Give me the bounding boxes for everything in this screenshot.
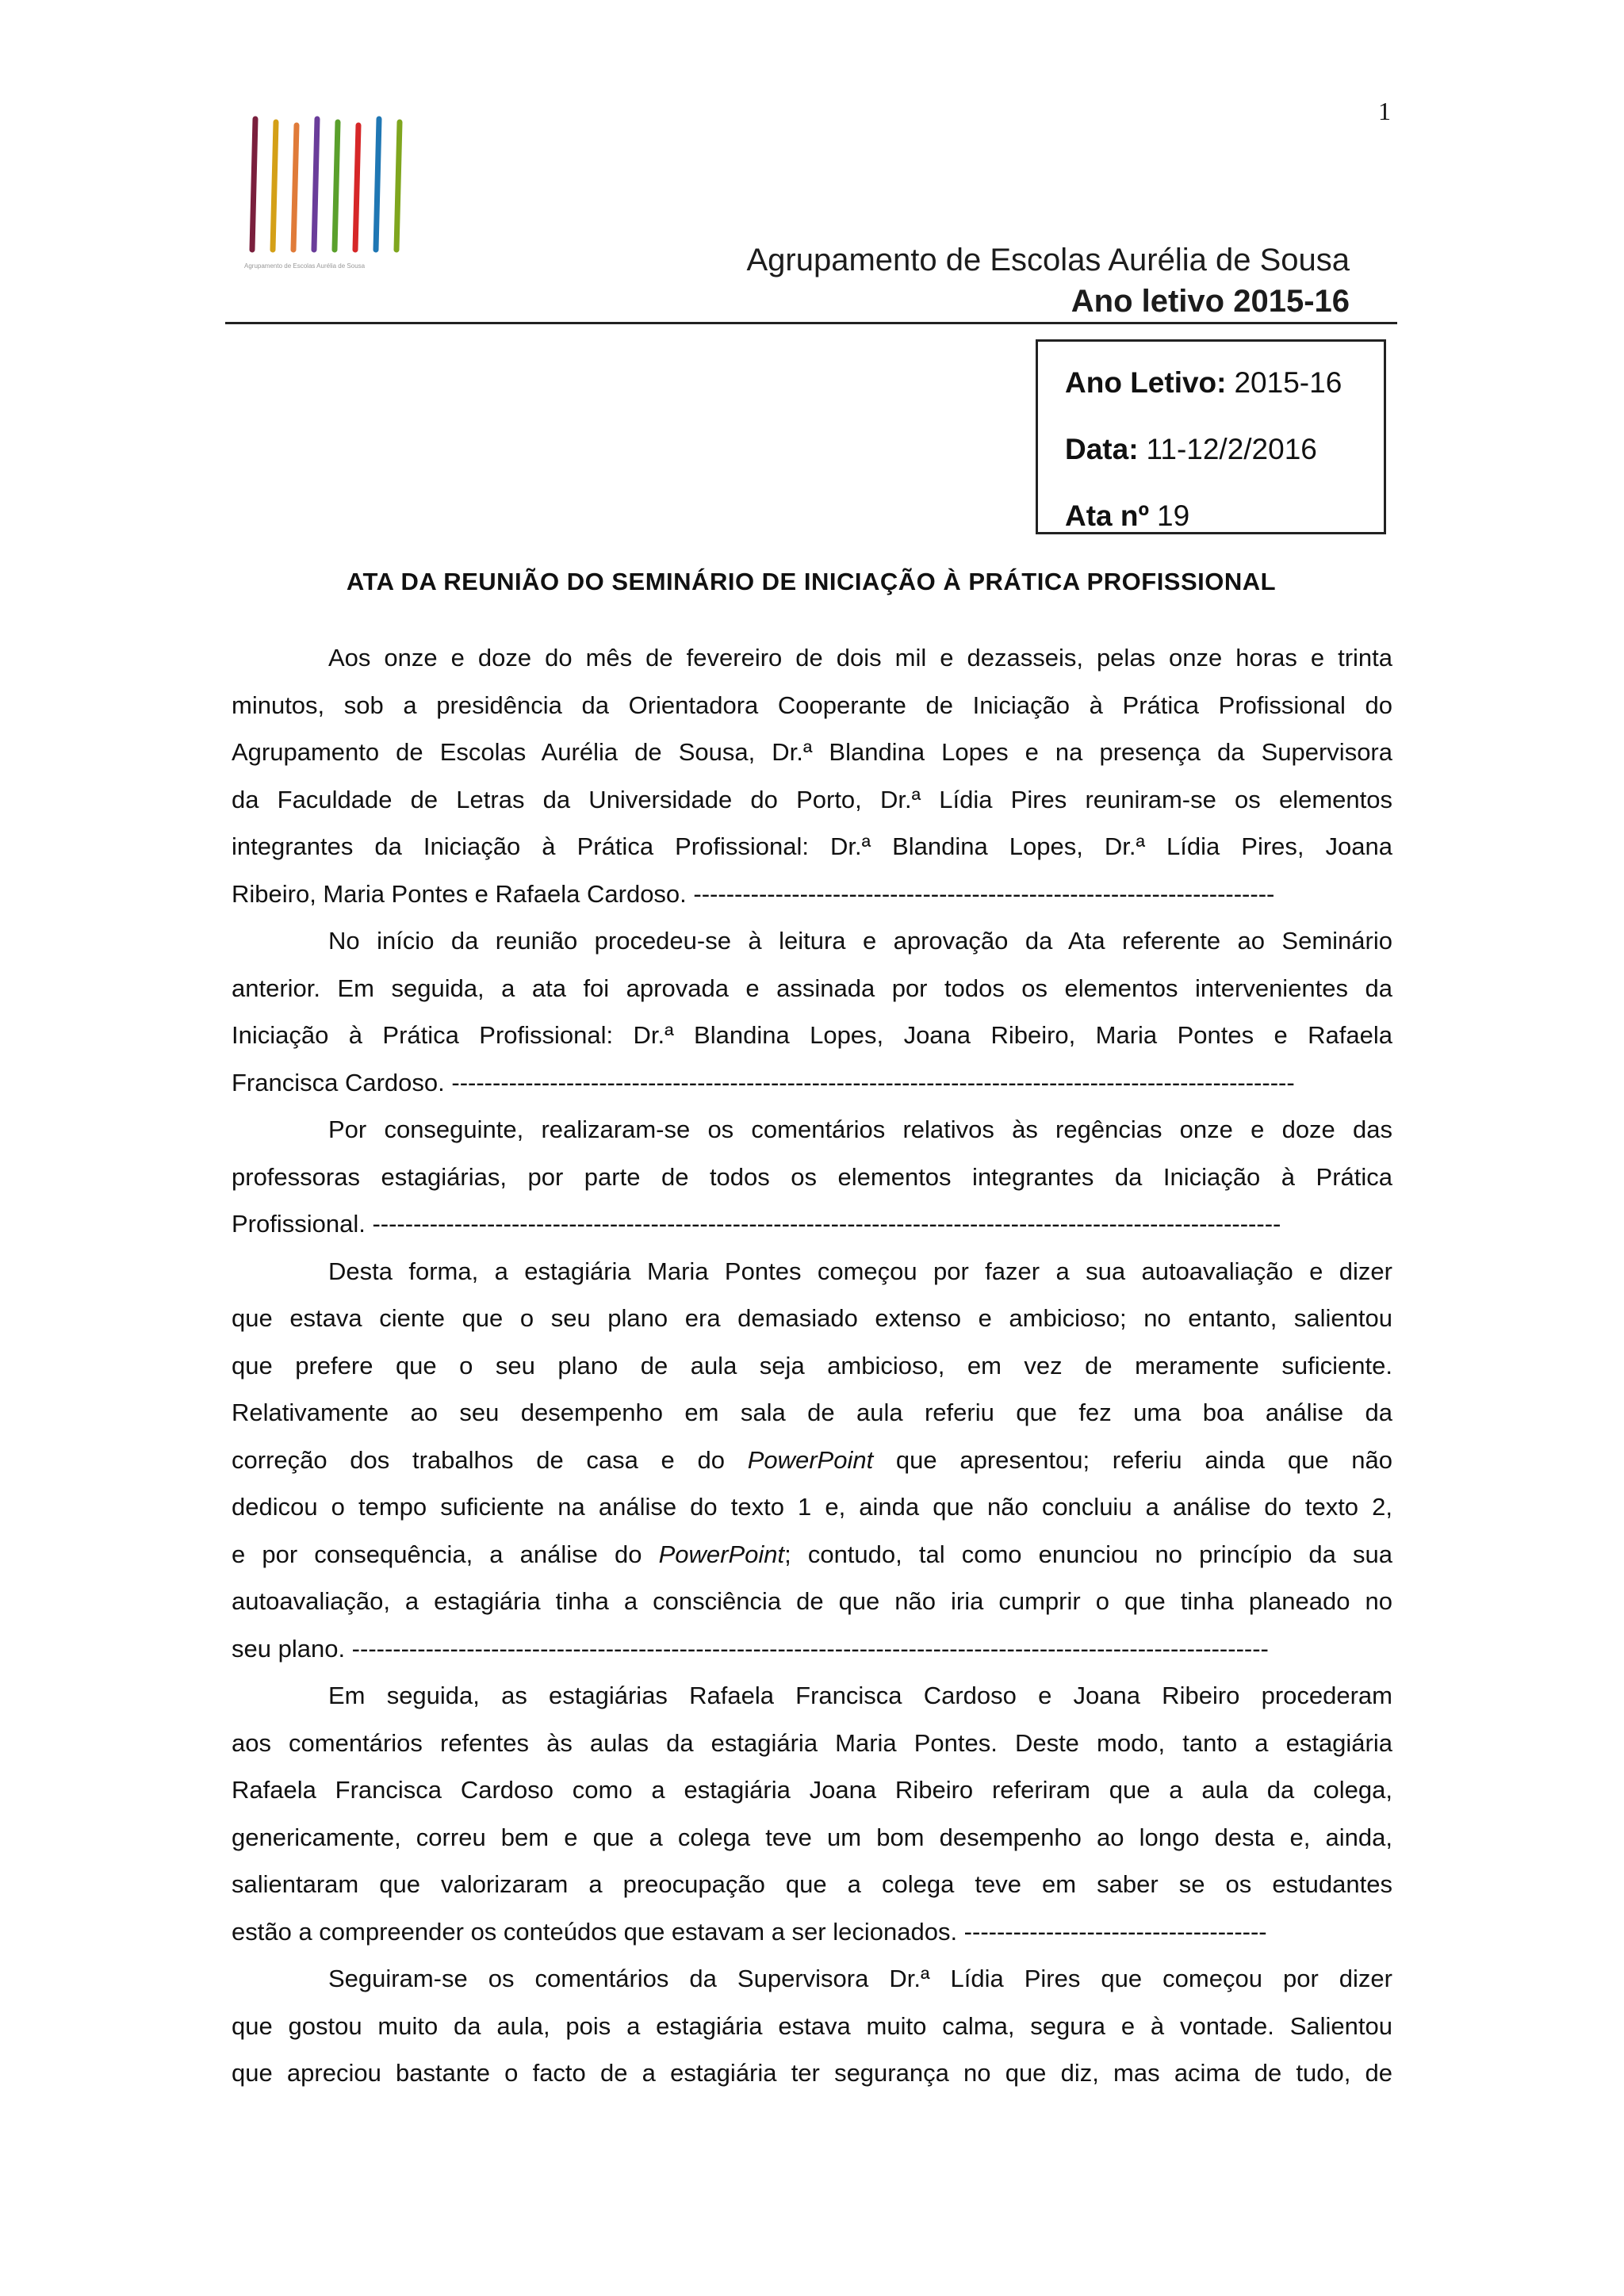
paragraph-line: Iniciação à Prática Profissional: Dr.ª Blandina Lopes, Joana Ribeiro, Maria Pontes e Rafaela: [232, 1021, 1392, 1049]
logo-bar: [335, 122, 338, 250]
paragraph-line: Rafaela Francisca Cardoso como a estagiária Joana Ribeiro referiram que a aula da colega,: [232, 1776, 1392, 1804]
paragraph-line: Aos onze e doze do mês de fevereiro de dois mil e dezasseis, pelas onze horas e trinta: [328, 644, 1392, 672]
paragraph-line: Agrupamento de Escolas Aurélia de Sousa, Dr.ª Blandina Lopes e na presença da Supervisora: [232, 738, 1392, 766]
paragraph-line: genericamente, correu bem e que a colega teve um bom desempenho ao longo desta e, ainda,: [232, 1823, 1392, 1851]
info-minutes-value: 19: [1157, 499, 1190, 532]
paragraph-line: que estava ciente que o seu plano era demasiado extenso e ambicioso; no entanto, salientou: [232, 1304, 1392, 1332]
info-minutes-row: [1065, 483, 1384, 549]
paragraph-line: da Faculdade de Letras da Universidade do Porto, Dr.ª Lídia Pires reuniram-se os elementos: [232, 785, 1392, 813]
paragraph-line: que prefere que o seu plano de aula seja ambicioso, em vez de meramente suficiente.: [232, 1351, 1392, 1380]
paragraph-line: correção dos trabalhos de casa e do PowerPoint que apresentou; referiu ainda que não: [232, 1445, 1392, 1474]
minutes-paragraph: [232, 1672, 1392, 1955]
logo-bar: [252, 119, 255, 250]
page-number: 1: [1378, 97, 1391, 125]
paragraph-line: Profissional. ---------------------------------------------------------------------------------------------------------------: [232, 1210, 1281, 1238]
info-year-row: [1065, 350, 1384, 416]
minutes-paragraph: [232, 634, 1392, 917]
paragraph-line: que gostou muito da aula, pois a estagiária estava muito calma, segura e à vontade. Salientou: [232, 2011, 1392, 2040]
paragraph-line: Desta forma, a estagiária Maria Pontes começou por fazer a sua autoavaliação e dizer: [328, 1257, 1392, 1285]
logo-bar: [293, 125, 297, 250]
logo-bar: [396, 122, 400, 250]
paragraph-line: autoavaliação, a estagiária tinha a consciência de que não iria cumprir o que tinha planeado no: [232, 1587, 1392, 1615]
school-name: Agrupamento de Escolas Aurélia de Sousa: [746, 243, 1350, 277]
logo-caption: Agrupamento de Escolas Aurélia de Sousa: [244, 262, 366, 270]
paragraph-line: que apreciou bastante o facto de a estagiária ter segurança no que diz, mas acima de tudo, de: [232, 2059, 1392, 2087]
paragraph-line: e por consequência, a análise do PowerPoint; contudo, tal como enunciou no princípio da sua: [232, 1540, 1392, 1568]
minutes-body: [232, 634, 1392, 2097]
paragraph-line: integrantes da Iniciação à Prática Profissional: Dr.ª Blandina Lopes, Dr.ª Lídia Pires, Joana: [232, 832, 1392, 860]
paragraph-line: dedicou o tempo suficiente na análise do texto 1 e, ainda que não concluiu a análise do texto 2,: [232, 1493, 1392, 1521]
document-title: ATA DA REUNIÃO DO SEMINÁRIO DE INICIAÇÃO À PRÁTICA PROFISSIONAL: [346, 568, 1277, 595]
paragraph-line: estão a compreender os conteúdos que estavam a ser lecionados. -------------------------------------: [232, 1917, 1267, 1946]
logo-bar: [314, 119, 317, 250]
minutes-paragraph: [232, 1248, 1392, 1673]
info-date-row: [1065, 416, 1384, 483]
paragraph-line: minutos, sob a presidência da Orientadora Cooperante de Iniciação à Prática Profissional do: [232, 691, 1392, 719]
paragraph-line: Relativamente ao seu desempenho em sala de aula referiu que fez uma boa análise da: [232, 1399, 1392, 1426]
paragraph-line: Em seguida, as estagiárias Rafaela Francisca Cardoso e Joana Ribeiro procederam: [328, 1682, 1392, 1709]
paragraph-line: seu plano. ----------------------------------------------------------------------------------------------------------------: [232, 1634, 1269, 1663]
paragraph-line: professoras estagiárias, por parte de todos os elementos integrantes da Iniciação à Prática: [232, 1162, 1392, 1191]
paragraph-line: aos comentários refentes às aulas da estagiária Maria Pontes. Deste modo, tanto a estagiária: [232, 1728, 1392, 1757]
paragraph-line: No início da reunião procedeu-se à leitura e aprovação da Ata referente ao Seminário: [328, 927, 1392, 955]
school-year: Ano letivo 2015-16: [1071, 284, 1350, 319]
paragraph-line: Por conseguinte, realizaram-se os comentários relativos às regências onze e doze das: [328, 1115, 1392, 1143]
paragraph-line: Francisca Cardoso. -------------------------------------------------------------------------------------------------------: [232, 1068, 1295, 1096]
info-date-label: Data:: [1065, 433, 1139, 465]
info-year-value: 2015-16: [1234, 366, 1342, 399]
logo-bar: [355, 125, 358, 250]
paragraph-line: salientaram que valorizaram a preocupação que a colega teve em saber se os estudantes: [232, 1870, 1392, 1898]
header-divider: [225, 322, 1397, 324]
info-minutes-label: Ata nº: [1065, 499, 1150, 532]
info-year-label: Ano Letivo:: [1065, 366, 1227, 399]
minutes-paragraph: [232, 1106, 1392, 1248]
minutes-paragraph: [232, 917, 1392, 1106]
logo-bar: [273, 122, 276, 250]
minutes-paragraph: [232, 1955, 1392, 2097]
paragraph-line: Ribeiro, Maria Pontes e Rafaela Cardoso. -----------------------------------------------------------------------: [232, 879, 1275, 908]
paragraph-line: Seguiram-se os comentários da Supervisora Dr.ª Lídia Pires que começou por dizer: [328, 1965, 1392, 1992]
school-logo: [236, 95, 419, 277]
info-date-value: 11-12/2/2016: [1146, 433, 1317, 465]
logo-bar: [376, 119, 379, 250]
meeting-info-box: [1036, 339, 1386, 534]
paragraph-line: anterior. Em seguida, a ata foi aprovada e assinada por todos os elementos intervenientes da: [232, 974, 1392, 1002]
